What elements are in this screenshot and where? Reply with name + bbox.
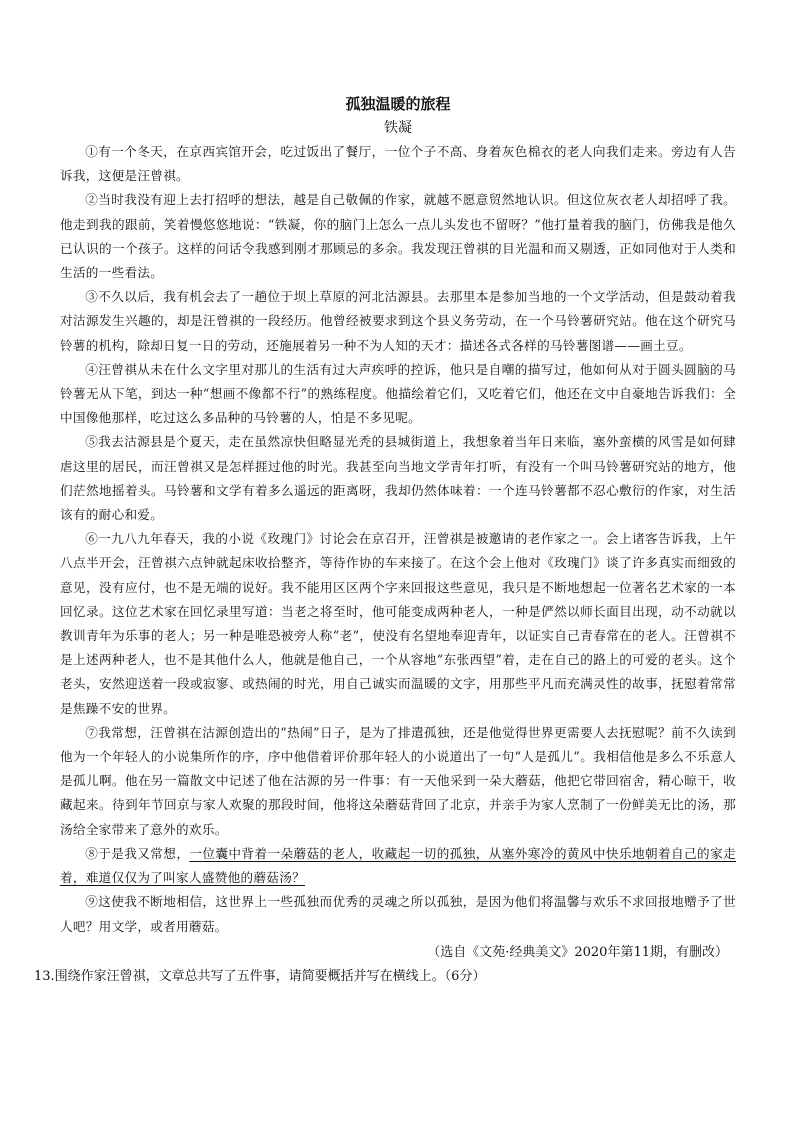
- paragraph-9: ⑨这使我不断地相信，这世界上一些孤独而优秀的灵魂之所以孤独，是因为他们将温馨与欢乐不求回报地赠予了世人吧？用文学，或者用蘑菇。: [60, 894, 736, 934]
- paragraph-3: ③不久以后，我有机会去了一趟位于坝上草原的河北沽源县。去那里本是参加当地的一个文学活动，但是鼓动着我对沽源发生兴趣的，却是汪曾祺的一段经历。他曾经被要求到这个县义务劳动，在一个马铃薯研究站。他在这个研究马铃薯的机构，除却日复一日的劳动，还施展着另一种不为人知的天才：描述各式各样的马铃薯图谱——画土豆。: [60, 289, 736, 353]
- paragraph-7: ⑦我常想，汪曾祺在沽源创造出的“热闹”日子，是为了排遣孤独，还是他觉得世界更需要人去抚慰呢？前不久读到他为一个年轻人的小说集所作的序，序中他借着评价那年轻人的小说道出了一句“人是孤儿”。我相信他是多么不乐意人是孤儿啊。他在另一篇散文中记述了他在沽源的另一件事：有一天他采到一朵大蘑菇，他把它带回宿舍，精心晾干，收藏起来。待到年节回京与家人欢聚的那段时间，他将这朵蘑菇背回了北京，并亲手为家人烹制了一份鲜美无比的汤，那汤给全家带来了意外的欢乐。: [60, 724, 736, 837]
- paragraph-5: ⑤我去沽源县是个夏天，走在虽然凉快但略显光秃的县城街道上，我想象着当年日来临，塞外蛮横的风雪是如何肆虐这里的居民，而汪曾祺又是怎样捱过他的时光。我甚至向当地文学青年打听，有没有一个叫马铃薯研究站的地方，他们茫然地摇着头。马铃薯和文学有着多么遥远的距离呀，我却仍然体味着：一个连马铃薯都不忍心敷衍的作家，对生活该有的耐心和爱。: [60, 434, 736, 523]
- question-13: 13.围绕作家汪曾祺，文章总共写了五件事，请简要概括并写在横线上。（6分）: [34, 968, 486, 984]
- paragraph-4: ④汪曾祺从未在什么文字里对那儿的生活有过大声疾呼的控诉，他只是自嘲的描写过，他如何从对于圆头圆脑的马铃薯无从下笔，到达一种“想画不像都不行”的熟练程度。他描绘着它们，又吃着它们，他还在文中自豪地告诉我们：全中国像他那样，吃过这么多品种的马铃薯的人，怕是不多见呢。: [60, 361, 736, 426]
- paragraph-6: ⑥一九八九年春天，我的小说《玫瑰门》讨论会在京召开，汪曾祺是被邀请的老作家之一。会上诸客告诉我，上午八点半开会，汪曾祺六点钟就起床收拾整齐，等待作协的车来接了。在这个会上他对《玫瑰门》谈了许多真实而细致的意见，没有应付，也不是无端的说好。我不能用区区两个字来回报这些意见，我只是不断地想起一位著名艺术家的一本回忆录。这位艺术家在回忆录里写道：当老之将至时，他可能变成两种老人，一种是俨然以师长面目出现，动不动就以教训青年为乐事的老人；另一种是唯恐被旁人称“老”，使没有名望地奉迎青年，以证实自己青春常在的老人。汪曾祺不是上述两种老人，也不是其他什么人，他就是他自己，一个从容地“东张西望”着，走在自己的路上的可爱的老头。这个老头，安然迎送着一段或寂寥、或热闹的时光，用自己诚实而温暖的文字，用那些平凡而充满灵性的故事，抚慰着常常是焦躁不安的世界。: [60, 531, 736, 716]
- paragraph-2: ②当时我没有迎上去打招呼的想法，越是自己敬佩的作家，就越不愿意贸然地认识。但这位灰衣老人却招呼了我。他走到我的跟前，笑着慢悠悠地说：“铁凝，你的脑门上怎么一点儿头发也不留呀？”他打量着我的脑门，仿佛我是他久已认识的一个孩子。这样的问话令我感到刚才那顾忌的多余。我发现汪曾祺的目光温和而又剔透，正如同他对于人类和生活的一些看法。: [60, 192, 736, 281]
- source-citation: （选自《文苑·经典美文》2020年第11期，有删改）: [427, 944, 728, 960]
- paragraph-8-lead: ⑧于是我又常想，: [85, 845, 190, 861]
- paragraph-8: [60, 842, 736, 890]
- article-title: 孤独温暖的旅程: [345, 95, 451, 113]
- article-author: 铁凝: [384, 120, 412, 136]
- underlined-sentence: 一位囊中背着一朵蘑菇的老人，收藏起一切的孤独，从塞外寒冷的黄风中快乐地朝着自己的家走着，难道仅仅为了叫家人盛赞他的蘑菇汤？: [60, 845, 736, 886]
- document-page: [34, 90, 736, 989]
- paragraph-1: ①有一个冬天，在京西宾馆开会，吃过饭出了餐厅，一位个子不高、身着灰色棉衣的老人向我们走来。旁边有人告诉我，这便是汪曾祺。: [60, 144, 736, 184]
